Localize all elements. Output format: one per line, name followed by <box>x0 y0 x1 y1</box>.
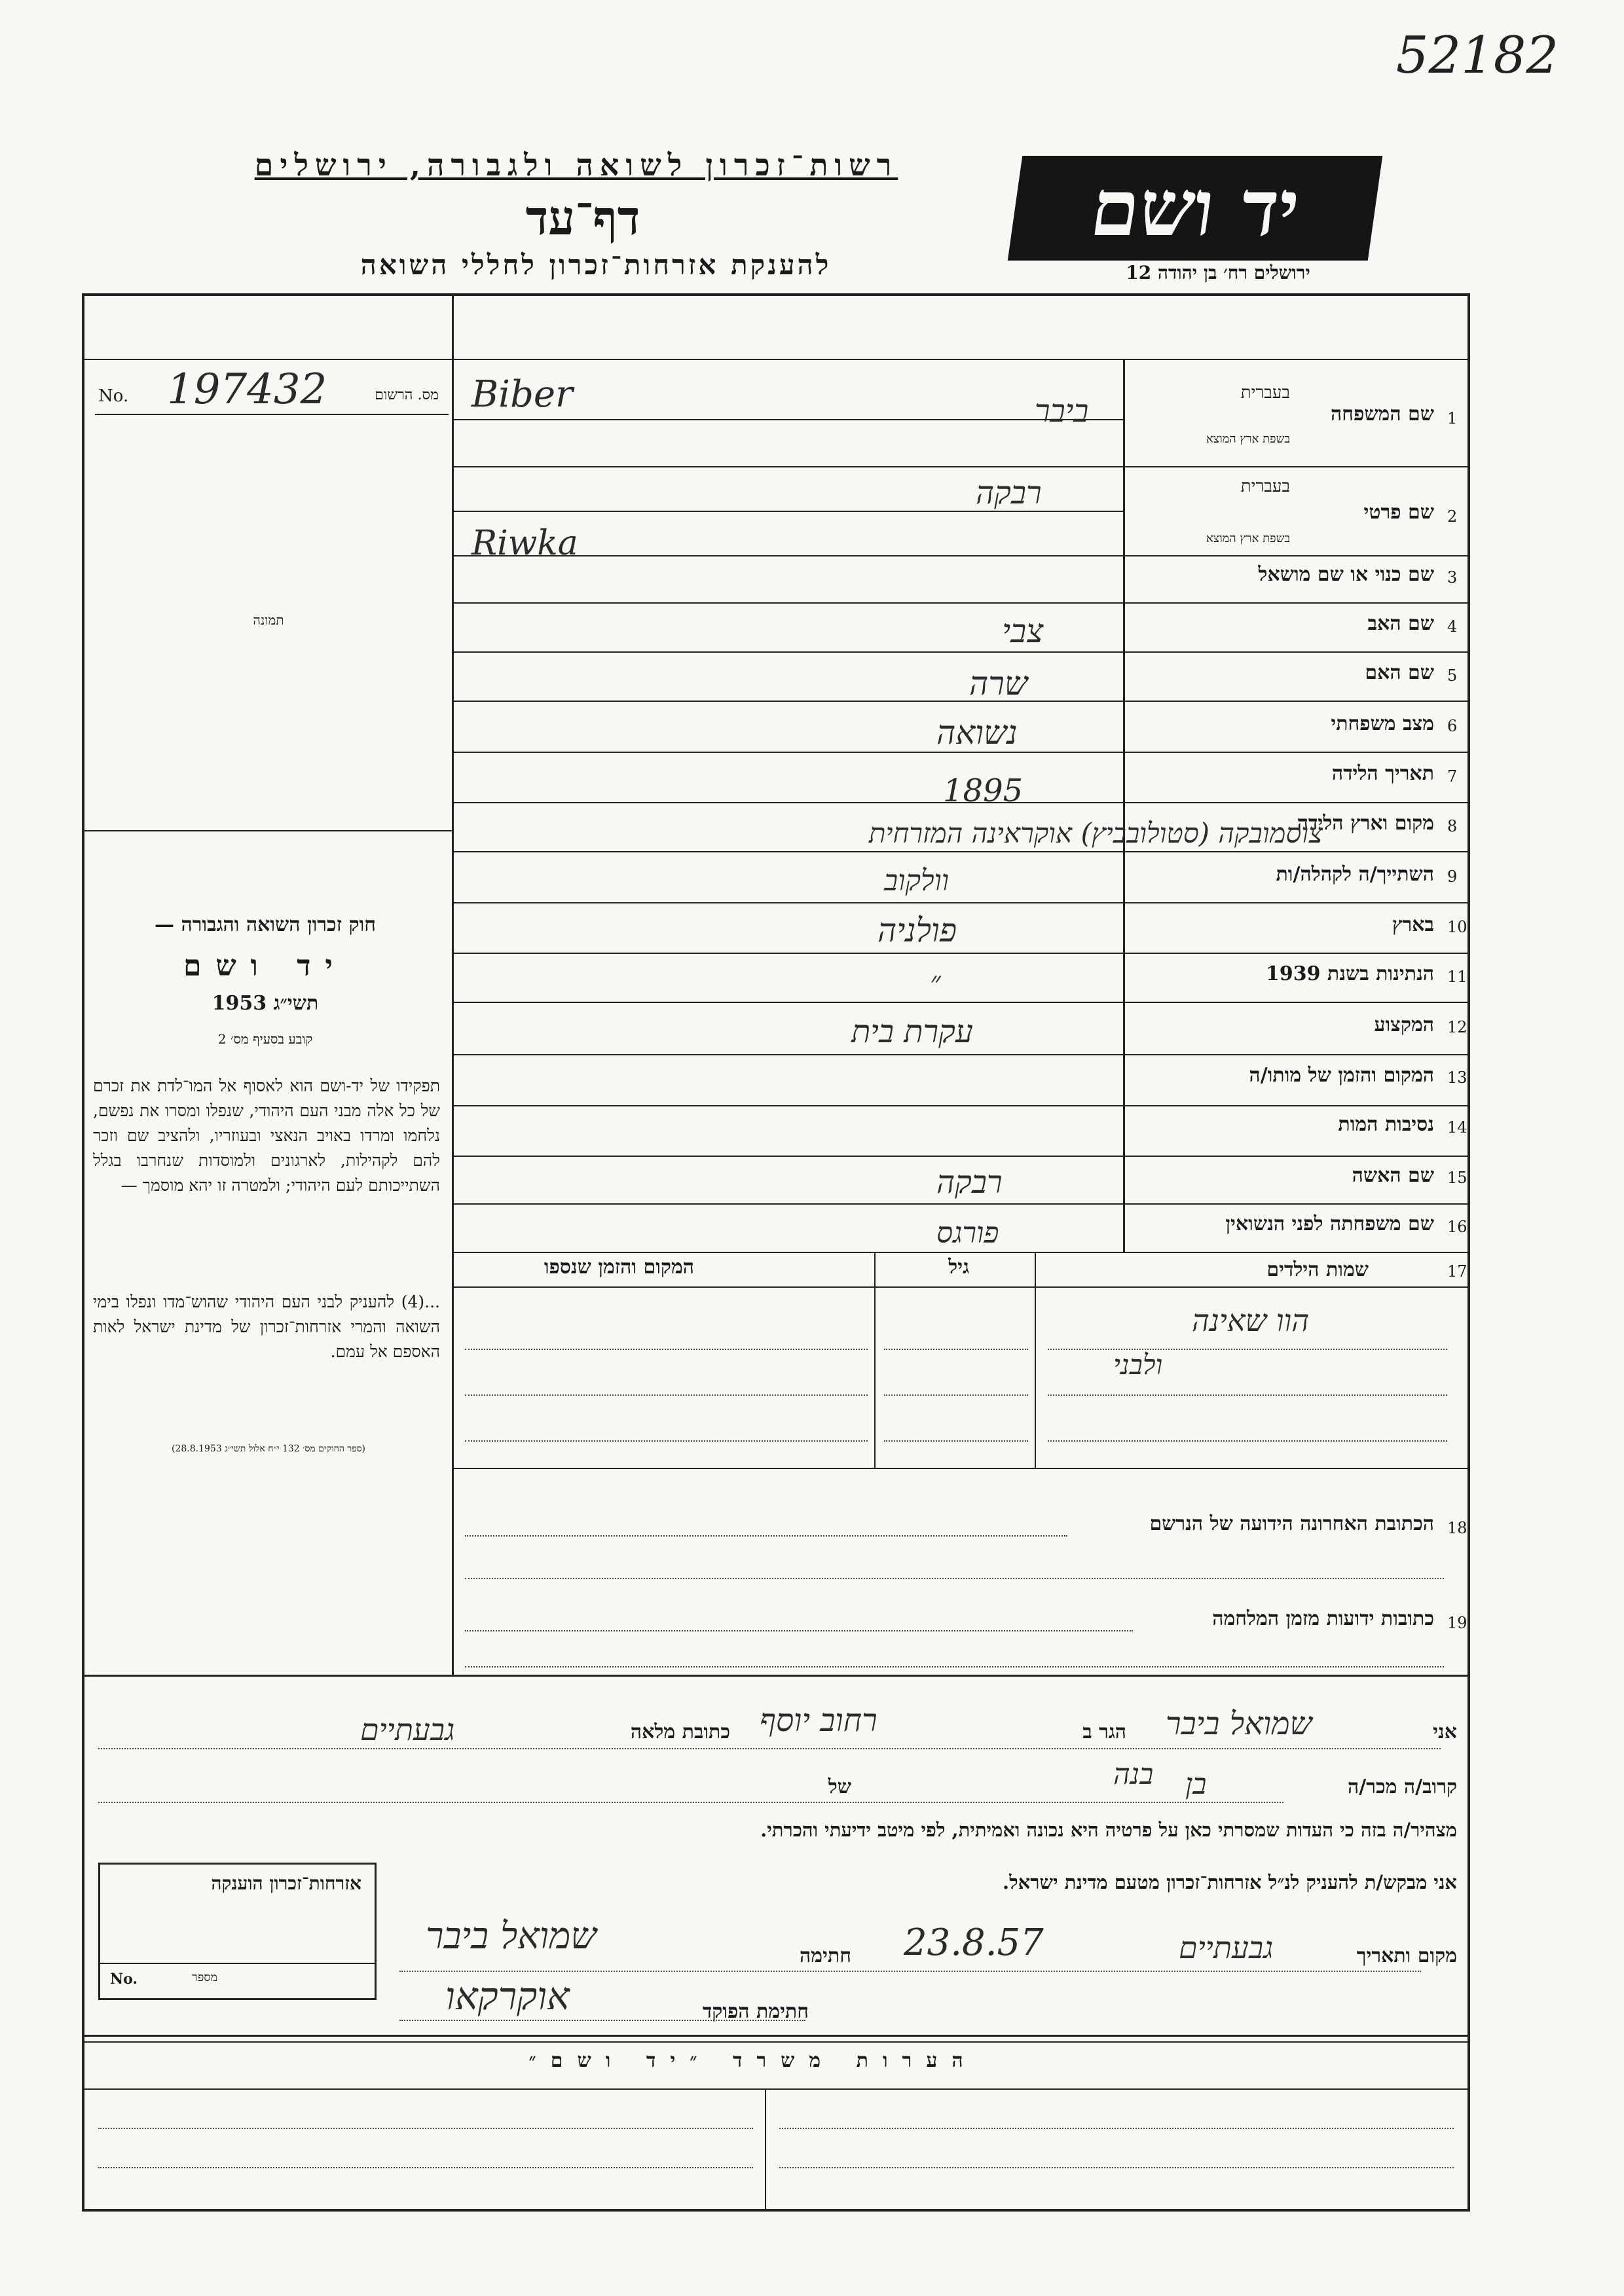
field-7-value: 1895 <box>943 773 1024 809</box>
decl-relation-label: קרוב/ה מכר/ה <box>1348 1776 1457 1798</box>
field-12-num: 12 <box>1447 1018 1467 1036</box>
field-19-label: כתובות ידועות מזמן המלחמה <box>1212 1607 1434 1630</box>
law-name: יד ושם <box>183 949 347 983</box>
field-8-label: מקום וארץ הלידה <box>1297 812 1434 835</box>
decl-statement-1: מצהיר/ה בזה כי העדות שמסרתי כאן על פרטיה היא נכונה ואמיתית, לפי מיטב ידיעתי והכרתי. <box>760 1819 1457 1841</box>
header-address: ירושלים רח׳ בן יהודה 12 <box>1126 262 1310 283</box>
field-5-num: 5 <box>1447 666 1458 685</box>
field-6-label: מצב משפחתי <box>1331 712 1434 735</box>
decl-of-label: של <box>828 1776 851 1798</box>
decl-place-value: גבעתיים <box>1179 1930 1274 1965</box>
reg-no-he-label: מס. הרשום <box>375 387 439 403</box>
field-2-sub-native: בשפת ארץ המוצא <box>1206 532 1290 545</box>
field-12-label: המקצוע <box>1374 1013 1434 1036</box>
field-2-sub-he: בעברית <box>1240 477 1290 496</box>
decl-declarant-name: שמואל ביבר <box>1166 1705 1312 1742</box>
law-text-2: ...(4) להעניק לבני העם היהודי שהוש־מדו ונפלו בימי השואה והמרי אזרחות־זכרון של מדינת ישראל לאות האספם אל עמם. <box>93 1292 440 1361</box>
archive-number: 52182 <box>1395 26 1559 85</box>
law-year: תשי״ג 1953 <box>212 992 319 1015</box>
field-15-value: רבקה <box>936 1164 1003 1201</box>
decl-statement-2: אני מבקש/ת להעניק לנ״ל אזרחות־זכרון מטעם מדינת ישראל. <box>1003 1871 1457 1893</box>
decl-relation-value: בן <box>1185 1768 1207 1801</box>
registration-field <box>95 365 442 414</box>
field-4-label: שם האב <box>1367 612 1434 635</box>
law-clause: קובע בסעיף מס׳ 2 <box>217 1031 313 1047</box>
children-header-place: המקום והזמן שנספו <box>544 1256 694 1279</box>
field-8-value: צוסמובקה (סטולובביץ) אוקראינה המזרחית <box>868 817 1323 849</box>
children-header-age: גיל <box>948 1256 969 1279</box>
field-15-num: 15 <box>1447 1169 1467 1187</box>
field-7-label: תאריך הלידה <box>1331 762 1434 785</box>
decl-official-value: אוקרקאו <box>445 1974 570 2018</box>
field-9-label: השתייך/ה לקהלה/ות <box>1276 863 1434 886</box>
field-1-value-he: ביבר <box>1035 393 1089 429</box>
field-4-num: 4 <box>1447 617 1458 636</box>
decl-signature-label: חתימה <box>800 1944 851 1967</box>
field-4-value: צבי <box>1002 612 1044 650</box>
field-2-label: שם פרטי <box>1363 501 1434 524</box>
field-5-value: שרה <box>969 665 1028 702</box>
decl-ani-label: אני <box>1433 1721 1457 1743</box>
decl-address-value: גבעתיים <box>360 1712 455 1747</box>
field-9-num: 9 <box>1447 867 1458 886</box>
children-header-names: שמות הילדים <box>1266 1258 1369 1281</box>
field-14-label: נסיבות המות <box>1338 1113 1434 1136</box>
citizenship-he-label: מספר <box>192 1971 218 1984</box>
field-11-num: 11 <box>1447 968 1467 986</box>
field-12-value: עקרת בית <box>851 1013 973 1050</box>
citizenship-box <box>98 1863 377 2000</box>
field-6-value: נשואה <box>936 714 1018 752</box>
field-14-num: 14 <box>1447 1118 1467 1137</box>
yad-vashem-logo <box>1008 156 1382 261</box>
field-15-label: שם האשה <box>1352 1164 1434 1187</box>
field-6-num: 6 <box>1447 717 1458 735</box>
field-18-label: הכתובת האחרונה הידועה של הנרשם <box>1149 1512 1434 1535</box>
photo-label: תמונה <box>253 612 284 628</box>
field-13-label: המקום והזמן של מותו/ה <box>1249 1064 1434 1087</box>
reg-no-value: 197432 <box>167 365 327 414</box>
field-2-value-native: Riwka <box>471 524 578 563</box>
form-subtitle: להענקת אזרחות־זכרון לחללי השואה <box>360 249 832 281</box>
decl-date-value: 23.8.57 <box>904 1922 1044 1964</box>
field-16-num: 16 <box>1447 1218 1467 1236</box>
field-1-value-native: Biber <box>471 373 573 416</box>
decl-address-label: כתובת מלאה <box>630 1721 730 1743</box>
field-8-num: 8 <box>1447 817 1458 835</box>
authority-title: רשות־זכרון לשואה ולגבורה, ירושלים <box>254 147 898 183</box>
field-18-num: 18 <box>1447 1519 1467 1537</box>
child-2-name: ולבני <box>1113 1349 1163 1381</box>
citizenship-no-label: No. <box>110 1971 138 1988</box>
decl-resides-label: הגר ב <box>1082 1721 1126 1743</box>
field-3-label: שם כנוי או שם מושאל <box>1258 563 1434 586</box>
form-title: דף־עד <box>525 190 640 246</box>
field-11-label: הנתינות בשנת 1939 <box>1265 962 1434 985</box>
field-16-label: שם משפחתה לפני הנשואין <box>1225 1212 1434 1235</box>
field-19-num: 19 <box>1447 1614 1467 1632</box>
decl-signature-value: שמואל ביבר <box>426 1915 597 1958</box>
decl-of-value: בנה <box>1113 1758 1154 1791</box>
decl-place-date-label: מקום ותאריך <box>1356 1944 1457 1967</box>
child-1-name: הוו שאינה <box>1192 1303 1310 1338</box>
law-source: (ספר החוקים מס׳ 132 י״ח אלול תשי״ג 28.8.1953) <box>172 1444 365 1454</box>
citizenship-box-title: אזרחות־זכרון הוענקה <box>211 1872 361 1894</box>
field-10-num: 10 <box>1447 918 1467 936</box>
field-11-value: ״ <box>930 966 941 999</box>
logo-text: יד ושם <box>1085 162 1305 253</box>
field-1-sub-native: בשפת ארץ המוצא <box>1206 432 1290 446</box>
law-text: תפקידו של יד-ושם הוא לאסוף אל המו־לדת את זכרם של כל אלה מבני העם היהודי, שנפלו ומסרו את נפשם, נלחמו ומרדו באויב הנאצי ובעוזריו, ולהציב שם וזכר להם לקהילות, לארגונים ולמוסדות שנחרבו בגלל השתייכותם לעם היהודי; ולמטרה זו יהא מוסמך — <box>93 1076 440 1195</box>
remarks-title: הערות משרד ״יד ושם״ <box>528 2049 978 2072</box>
field-3-num: 3 <box>1447 568 1458 587</box>
field-1-sub-he: בעברית <box>1240 383 1290 403</box>
field-10-label: בארץ <box>1392 913 1434 936</box>
reg-no-label: No. <box>98 386 129 406</box>
field-2-num: 2 <box>1447 507 1458 526</box>
field-5-label: שם האם <box>1365 661 1434 684</box>
field-1-label: שם המשפחה <box>1330 403 1434 426</box>
field-10-value: פולניה <box>877 911 957 949</box>
field-7-num: 7 <box>1447 767 1458 786</box>
decl-official-label: חתימת הפוקד <box>702 2000 809 2023</box>
decl-resides-value: רחוב יוסף <box>760 1702 877 1739</box>
law-title: חוק זכרון השואה והגבורה — <box>155 913 376 936</box>
field-17-num: 17 <box>1447 1262 1467 1281</box>
field-13-num: 13 <box>1447 1068 1467 1087</box>
field-9-value: וולקוב <box>884 864 950 898</box>
field-16-value: פורגס <box>936 1216 999 1250</box>
field-2-value-he: רבקה <box>976 475 1042 511</box>
field-1-num: 1 <box>1447 409 1458 428</box>
